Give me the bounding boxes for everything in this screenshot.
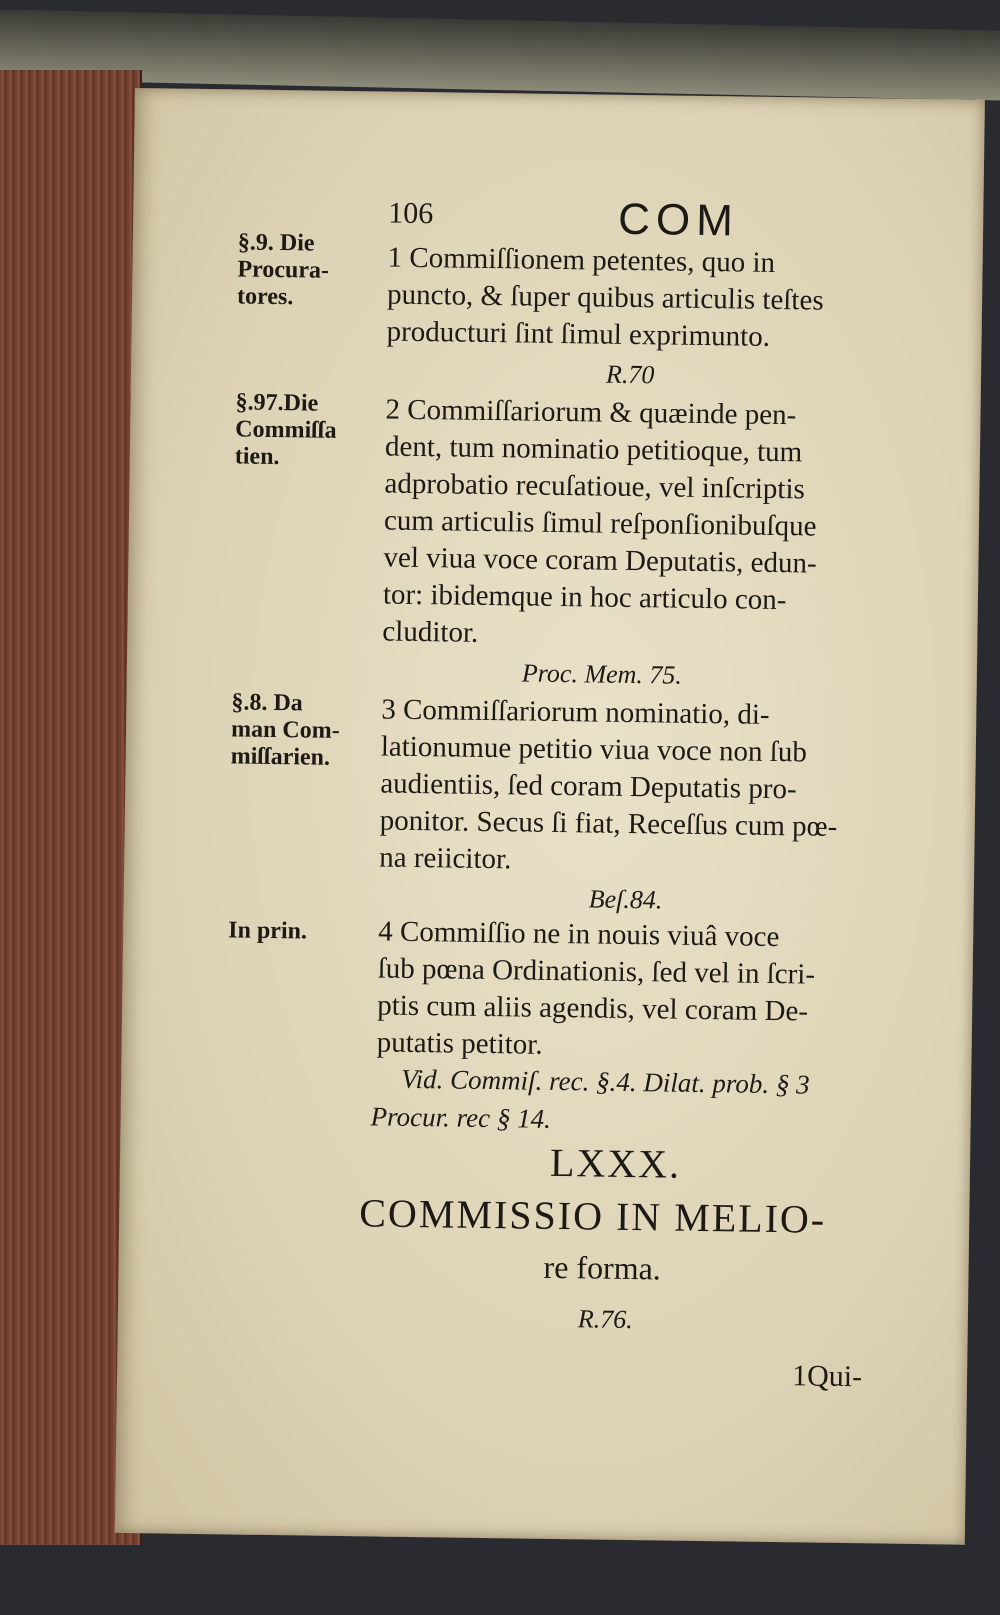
see-also-line-2: Procur. rec § 14. bbox=[370, 1101, 552, 1134]
entry-2-line-3: adprobatio recuſatioue, vel inſcriptis bbox=[384, 467, 806, 506]
see-also-line-1: Vid. Commiſ. rec. §.4. Dilat. prob. § 3 bbox=[400, 1063, 810, 1100]
entry-4-line-2: ſub pœna Ordinationis, ſed vel in ſcri- bbox=[377, 952, 816, 991]
section-ref: R.76. bbox=[577, 1304, 633, 1335]
entry-2-line-7: cluditor. bbox=[382, 615, 479, 649]
catchword: 1Qui- bbox=[791, 1359, 863, 1394]
entry-3-line-2: lationumue petitio viua voce non ſub bbox=[380, 730, 808, 769]
entry-2-line-5: vel viua voce coram Deputatis, edun- bbox=[383, 541, 817, 580]
entry-3-line-5: na reiicitor. bbox=[379, 841, 512, 876]
book-page bbox=[115, 88, 985, 1545]
entry-3-line-3: audientiis, ſed coram Deputatis pro- bbox=[380, 767, 797, 806]
entry-2-ref: Proc. Mem. 75. bbox=[521, 658, 683, 690]
book-cover-top bbox=[0, 10, 1000, 101]
entry-4-line-4: putatis petitor. bbox=[376, 1026, 543, 1061]
page-number: 106 bbox=[388, 196, 434, 231]
entry-4-line-1: 4 Commiſſio ne in nouis viuâ voce bbox=[378, 915, 780, 954]
entry-2-line-4: cum articulis ſimul reſponſionibuſque bbox=[383, 504, 817, 543]
margin-note-1: §.9. Die Procura- tores. bbox=[236, 229, 330, 311]
entry-3-line-1: 3 Commiſſariorum nominatio, di- bbox=[381, 693, 770, 731]
margin-note-2: §.97.Die Commiſſa tien. bbox=[234, 389, 337, 471]
entry-2-line-2: dent, tum nominatio petitioque, tum bbox=[384, 430, 803, 469]
entry-3-ref: Beſ.84. bbox=[588, 884, 663, 915]
section-title-line-2: re forma. bbox=[543, 1248, 662, 1287]
entry-1-line-2: puncto, & ſuper quibus articulis teſtes bbox=[386, 278, 824, 317]
entry-3-line-4: ponitor. Secus ſi fiat, Receſſus cum pœ- bbox=[379, 804, 838, 843]
entry-1-ref: R.70 bbox=[605, 359, 655, 390]
margin-note-4: In prin. bbox=[228, 917, 308, 945]
entry-2-line-6: tor: ibidemque in hoc articulo con- bbox=[382, 578, 787, 617]
entry-1-line-3: producturi ſint ſimul exprimunto. bbox=[386, 315, 771, 353]
running-header: COM bbox=[617, 194, 740, 246]
section-numeral: LXXX. bbox=[549, 1139, 682, 1187]
entry-2-line-1: 2 Commiſſariorum & quæinde pen- bbox=[385, 393, 797, 432]
section-title-line-1: COMMISSIO IN MELIO- bbox=[359, 1190, 827, 1242]
entry-4-line-3: ptis cum aliis agendis, vel coram De- bbox=[376, 989, 809, 1028]
entry-1-line-1: 1 Commiſſionem petentes, quo in bbox=[387, 241, 776, 279]
margin-note-3: §.8. Da man Com- miſſarien. bbox=[230, 689, 340, 771]
